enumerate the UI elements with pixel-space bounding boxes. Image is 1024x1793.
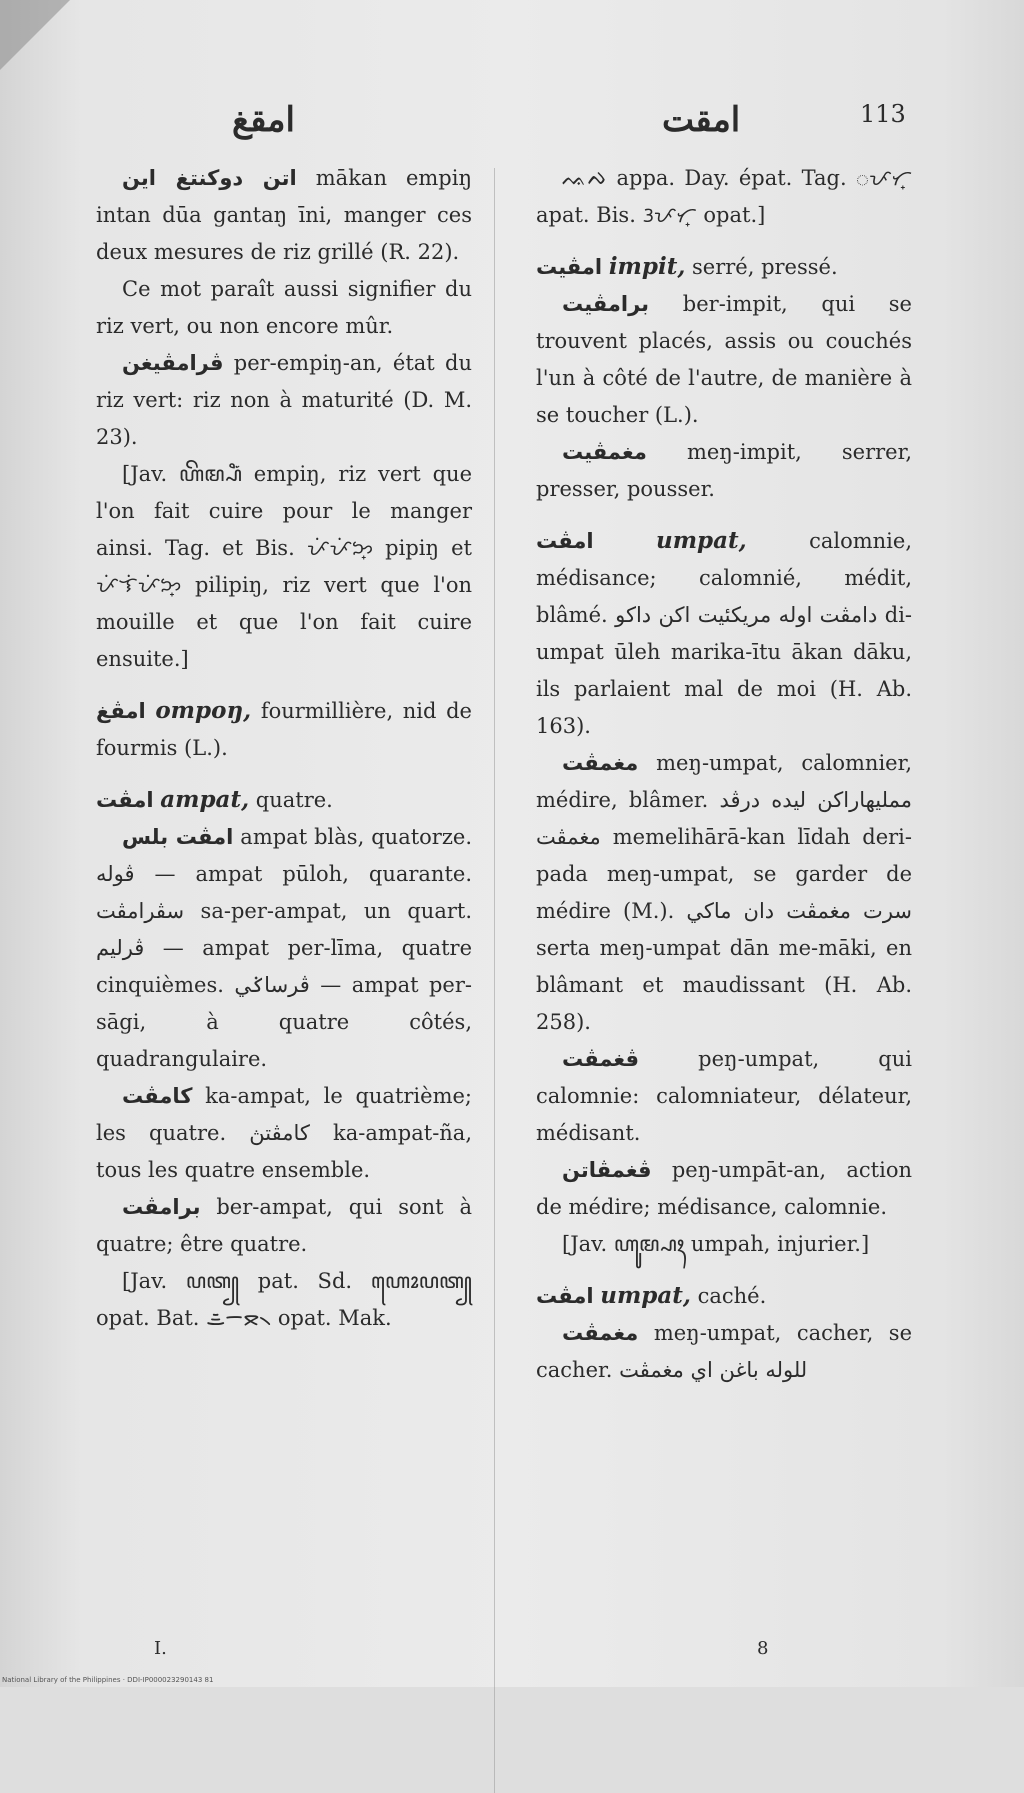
romanized-headword: ompoŋ,: [155, 697, 252, 724]
arabic-headword: مغمڤيت: [562, 440, 647, 464]
entry-text: ampat blàs, quatorze. ڤوله — ampat pūloh, quarante. سڤرامڤت sa-per-ampat, un quart. ڤرليم — ampat per-līma, quatre cinquièmes. ڤرساݢي — ampat per-sāgi, à quatre côtés, quadrangulaire.: [96, 825, 472, 1071]
entry-text: Ce mot paraît aussi signifier du riz vert, ou non encore mûr.: [96, 277, 472, 338]
dictionary-entry: [536, 1315, 912, 1389]
entry-text: meŋ-umpat, calomnier, médire, blâmer. ممليهاراکن ليده درڤد مغمڤت memelihārā-kan līdah deri-pada meŋ-umpat, se garder de médire (M.). سرت مغمڤت دان ماکي serta meŋ-umpat dān me-māki, en blâmant et maudissant (H. Ab. 258).: [536, 751, 913, 1034]
arabic-headword: مغمڤت: [562, 751, 639, 775]
scan-source-line: National Library of the Philippines · DDI-IP000023290143 81: [2, 1676, 214, 1684]
right-running-title: امقت: [662, 100, 741, 140]
entry-text: serré, pressé.: [685, 255, 838, 279]
entry-text: ber-ampat, qui sont à quatre; être quatre.: [96, 1195, 472, 1256]
arabic-headword: ڤغمڤت: [562, 1047, 640, 1071]
arabic-headword: کامڤت: [122, 1084, 193, 1108]
dictionary-entry: [96, 1263, 472, 1337]
entry-text: ᨕᨄ appa. Day. épat. Tag. ᜀᜉᜆ᜔ apat. Bis. ᜂᜉᜆ᜔ opat.]: [536, 166, 912, 227]
left-column: [96, 160, 472, 1337]
dictionary-entry: [96, 345, 472, 456]
dictionary-entry: [96, 781, 472, 819]
arabic-headword: برامڤيت: [562, 292, 650, 316]
dictionary-entry: [96, 271, 472, 345]
dictionary-entry: [536, 160, 912, 234]
dictionary-entry: [536, 248, 912, 286]
romanized-headword: umpat,: [655, 527, 747, 554]
entry-text: peŋ-umpāt-an, action de médire; médisance, calomnie.: [536, 1158, 912, 1219]
arabic-headword: ڤرامڤيغن: [122, 351, 224, 375]
dictionary-entry: [96, 456, 472, 678]
dictionary-entry: [536, 286, 912, 434]
entry-text: calomnie, médisance; calomnié, médit, blâmé. دامڤت اوله مريکئيت اکن داکو di-umpat ūleh marika-ītu ākan dāku, ils parlaient mal de moi (H. Ab. 163).: [536, 529, 913, 738]
dictionary-entry: [536, 434, 912, 508]
entry-text: peŋ-umpat, qui calomnie: calomniateur, délateur, médisant.: [536, 1047, 912, 1145]
entry-text: meŋ-impit, serrer, presser, pousser.: [536, 440, 912, 501]
right-column: [536, 160, 912, 1389]
dictionary-entry: [536, 745, 912, 1041]
arabic-headword: امڤت بلس: [122, 825, 234, 849]
dictionary-entry: [536, 522, 912, 745]
arabic-headword: امڤت: [96, 788, 154, 812]
column-divider: [494, 168, 495, 1793]
signature-mark-left: I.: [154, 1638, 167, 1659]
entry-text: per-empiŋ-an, état du riz vert: riz non à maturité (D. M. 23).: [96, 351, 472, 449]
signature-mark-right: 8: [757, 1638, 769, 1659]
dictionary-entry: [536, 1277, 912, 1315]
arabic-headword: امڤت: [536, 529, 594, 553]
arabic-headword: ڤغمڤاتن: [562, 1158, 652, 1182]
page-number: 113: [860, 100, 906, 128]
dictionary-entry: [536, 1152, 912, 1226]
arabic-headword: امڤت: [536, 1284, 594, 1308]
arabic-headword: برامڤت: [122, 1195, 201, 1219]
entry-text: ber-impit, qui se trouvent placés, assis ou couchés l'un à côté de l'autre, de manière à se toucher (L.).: [536, 292, 912, 427]
entry-text: ka-ampat, le quatrième; les quatre. کامڤتڽ ka-ampat-ña, tous les quatre ensemble.: [96, 1084, 473, 1182]
folded-corner: [0, 0, 70, 70]
entry-text: meŋ-umpat, cacher, se cacher. للوله باغن اي مغمڤت: [536, 1321, 912, 1382]
dictionary-entry: [96, 1189, 472, 1263]
entry-text: [Jav. ꦥꦠ꧀ pat. Sd. ꦲꦺꦴꦥꦠ꧀ opat. Bat. ᯥᯇᯖ᯲ opat. Mak.: [96, 1269, 472, 1330]
arabic-headword: مغمڤت: [562, 1321, 639, 1345]
entry-text: caché.: [690, 1284, 767, 1308]
arabic-headword: اتن دوکنتغ این: [122, 166, 297, 190]
entry-text: mākan empiŋ intan dūa gantaŋ īni, manger ces deux mesures de riz grillé (R. 22).: [96, 166, 472, 264]
dictionary-entry: [96, 160, 472, 271]
arabic-headword: امڤيت: [536, 255, 603, 279]
entry-text: [Jav. ꦲꦸꦩ꧀ꦥꦃ umpah, injurier.]: [562, 1232, 870, 1256]
romanized-headword: ampat,: [160, 786, 250, 813]
arabic-headword: امڤغ: [96, 699, 146, 723]
entry-text: fourmillière, nid de fourmis (L.).: [96, 699, 472, 760]
romanized-headword: umpat,: [600, 1282, 691, 1309]
entry-text: quatre.: [249, 788, 333, 812]
dictionary-entry: [96, 1078, 472, 1189]
dictionary-entry: [536, 1041, 912, 1152]
romanized-headword: impit,: [608, 253, 686, 280]
dictionary-entry: [96, 819, 472, 1078]
dictionary-entry: [96, 692, 472, 767]
left-running-title: امقغ: [232, 100, 295, 140]
entry-text: [Jav. ꦲꦼꦩ꧀ꦥꦶꦁ empiŋ, riz vert que l'on fait cuire pour le manger ainsi. Tag. et Bis. ᜉᜒᜉᜒᜅ᜔ pipiŋ et ᜉᜒᜎᜒᜉᜒᜅ᜔ pilipiŋ, riz vert que l'on mouille et que l'on fait cuire ensuite.]: [96, 462, 472, 671]
dictionary-entry: [536, 1226, 912, 1263]
